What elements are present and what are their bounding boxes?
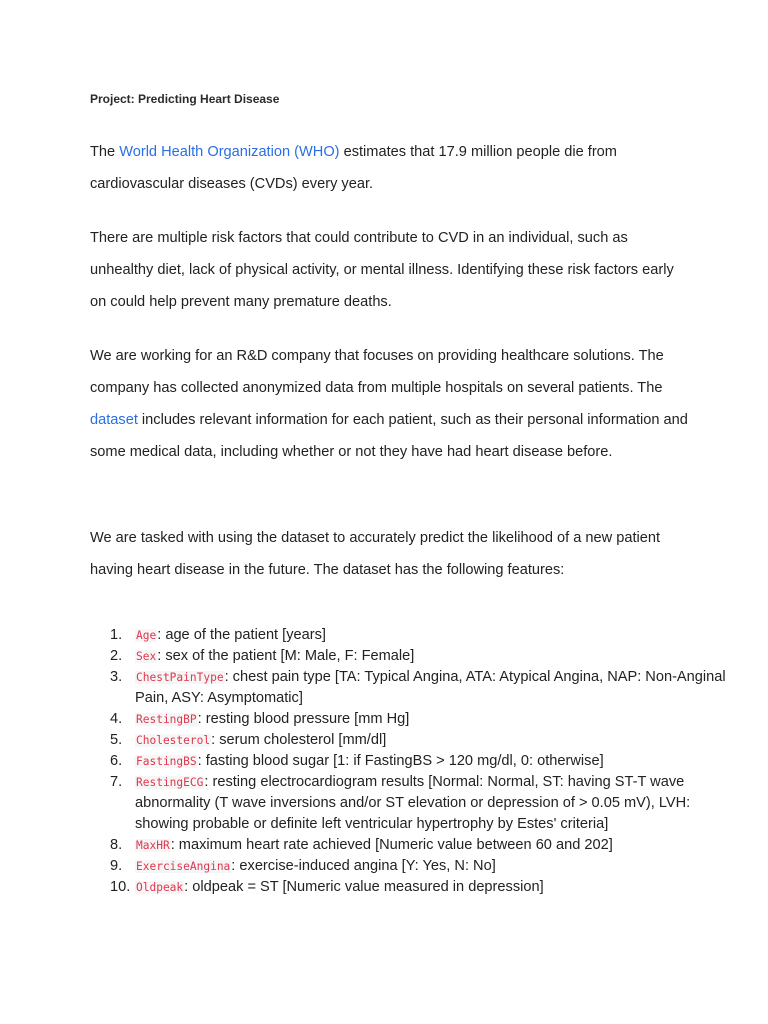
feature-description: : exercise-induced angina [Y: Yes, N: No] bbox=[231, 858, 496, 874]
paragraph-text: We are working for an R&D company that focuses on providing healthcare solutions. The company has collected anonymized data from multiple hospitals on several patients. The bbox=[90, 348, 664, 396]
feature-name: Oldpeak bbox=[136, 881, 184, 894]
feature-name: FastingBS bbox=[136, 755, 197, 768]
feature-description: : fasting blood sugar [1: if FastingBS > 120 mg/dl, 0: otherwise] bbox=[197, 753, 604, 769]
feature-name: MaxHR bbox=[136, 839, 170, 852]
feature-description: : resting electrocardiogram results [Normal: Normal, ST: having ST-T wave abnormality (T wave inversions and/or ST elevation or depression of > 0.05 mV), LVH: showing probable or definite left ventricular hypertrophy by Estes' criteria] bbox=[135, 774, 691, 832]
paragraph-text: The bbox=[90, 144, 120, 160]
list-item bbox=[135, 856, 735, 877]
feature-name: Cholesterol bbox=[136, 734, 211, 747]
feature-description: : serum cholesterol [mm/dl] bbox=[211, 732, 387, 748]
feature-name: ExerciseAngina bbox=[136, 860, 231, 873]
paragraph-company bbox=[90, 340, 690, 468]
list-item bbox=[135, 877, 735, 898]
paragraph-text: estimates that 17.9 million people die from cardiovascular diseases (CVDs) every year. bbox=[90, 144, 617, 192]
list-item bbox=[135, 835, 735, 856]
paragraph-text: includes relevant information for each patient, such as their personal information and some medical data, including whether or not they have had heart disease before. bbox=[90, 412, 688, 460]
paragraph-risk-factors: There are multiple risk factors that could contribute to CVD in an individual, such as unhealthy diet, lack of physical activity, or mental illness. Identifying these risk factors early on could help prevent many premature deaths. bbox=[90, 230, 674, 310]
list-item bbox=[135, 709, 735, 730]
paragraph-task: We are tasked with using the dataset to accurately predict the likelihood of a new patient having heart disease in the future. The dataset has the following features: bbox=[90, 530, 661, 578]
list-item bbox=[135, 625, 735, 646]
list-item bbox=[135, 751, 735, 772]
feature-description: : sex of the patient [M: Male, F: Female] bbox=[157, 648, 415, 664]
feature-name: Sex bbox=[136, 650, 157, 663]
feature-name: ChestPainType bbox=[136, 671, 224, 684]
list-item bbox=[135, 730, 735, 751]
document-title: Project: Predicting Heart Disease bbox=[90, 92, 280, 106]
feature-name: RestingECG bbox=[136, 776, 204, 789]
feature-description: : chest pain type [TA: Typical Angina, ATA: Atypical Angina, NAP: Non-Anginal Pain, ASY: Asymptomatic] bbox=[135, 669, 726, 706]
who-link[interactable]: World Health Organization (WHO) bbox=[119, 144, 340, 160]
feature-description: : resting blood pressure [mm Hg] bbox=[197, 711, 410, 727]
feature-description: : age of the patient [years] bbox=[157, 627, 326, 643]
list-item bbox=[135, 772, 735, 835]
list-item bbox=[135, 667, 735, 709]
dataset-link[interactable]: dataset bbox=[90, 412, 138, 428]
feature-list bbox=[90, 625, 735, 898]
feature-description: : oldpeak = ST [Numeric value measured in depression] bbox=[184, 879, 544, 895]
feature-description: : maximum heart rate achieved [Numeric value between 60 and 202] bbox=[170, 837, 613, 853]
feature-name: Age bbox=[136, 629, 157, 642]
list-item bbox=[135, 646, 735, 667]
feature-name: RestingBP bbox=[136, 713, 197, 726]
paragraph-who bbox=[90, 136, 690, 200]
